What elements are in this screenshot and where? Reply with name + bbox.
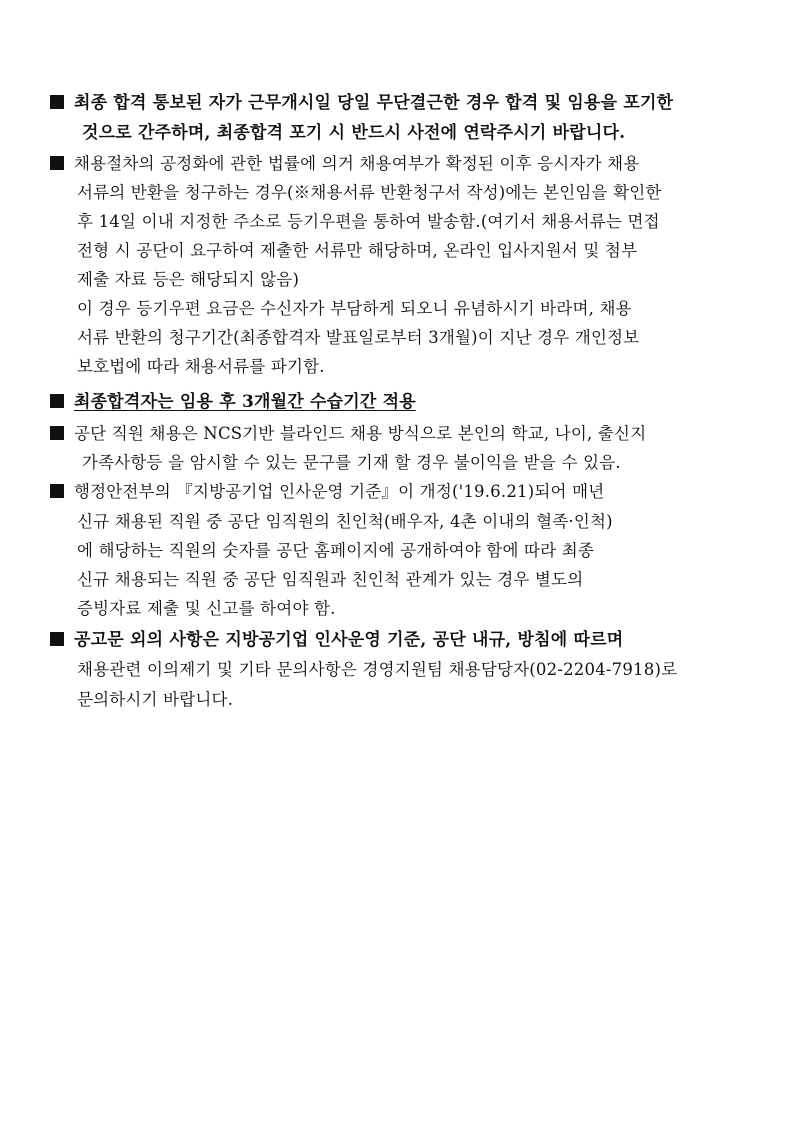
notice-item-5-line-1: 행정안전부의 『지방공기업 인사운영 기준』이 개정('19.6.21)되어 매년 [50,482,604,502]
square-bullet-icon [50,156,64,170]
notice-item-2-line-3: 후 14일 이내 지정한 주소로 등기우편을 통하여 발송함.(여기서 채용서류는 면접 [77,212,660,231]
notice-item-2-line-7: 서류 반환의 청구기간(최종합격자 발표일로부터 3개월)이 지난 경우 개인정보 [77,328,640,347]
notice-item-2-line-8: 보호법에 따라 채용서류를 파기함. [77,357,325,376]
notice-item-2-line-6: 이 경우 등기우편 요금은 수신자가 부담하게 되오니 유념하시기 바라며, 채용 [77,299,632,318]
notice-item-5-line-4: 신규 채용되는 직원 중 공단 임직원과 친인척 관계가 있는 경우 별도의 [77,570,584,589]
notice-item-2-line-2: 서류의 반환을 청구하는 경우(※채용서류 반환청구서 작성)에는 본인임을 확인한 [77,183,662,202]
square-bullet-icon [50,394,64,408]
square-bullet-icon [50,95,64,109]
notice-item-4-line-1: 공단 직원 채용은 NCS기반 블라인드 채용 방식으로 본인의 학교, 나이, 출신지 [50,424,646,444]
square-bullet-icon [50,484,64,498]
notice-item-5-line-2: 신규 채용된 직원 중 공단 임직원의 친인척(배우자, 4촌 이내의 혈족·인척) [77,512,613,531]
notice-item-6-line-3: 문의하시기 바랍니다. [77,690,234,709]
notice-item-3-line-1: 최종합격자는 임용 후 3개월간 수습기간 적용 [50,392,416,412]
notice-item-2-line-5: 제출 자료 등은 해당되지 않음) [77,270,300,289]
notice-item-5-line-3: 에 해당하는 직원의 숫자를 공단 홈페이지에 공개하여야 함에 따라 최종 [77,541,595,560]
notice-item-2-line-1: 채용절차의 공정화에 관한 법률에 의거 채용여부가 확정된 이후 응시자가 채용 [50,154,639,174]
notice-item-6-line-1: 공고문 외의 사항은 지방공기업 인사운영 기준, 공단 내규, 방침에 따르며 [50,630,623,650]
notice-item-1-line-1: 최종 합격 통보된 자가 근무개시일 당일 무단결근한 경우 합격 및 임용을 포기한 [50,93,673,113]
notice-item-2-line-4: 전형 시 공단이 요구하여 제출한 서류만 해당하며, 온라인 입사지원서 및 첨부 [77,241,638,260]
notice-item-6-line-2: 채용관련 이의제기 및 기타 문의사항은 경영지원팀 채용담당자(02-2204-7918)로 [77,660,678,679]
square-bullet-icon [50,426,64,440]
square-bullet-icon [50,632,64,646]
notice-item-4-line-2: 가족사항등 을 암시할 수 있는 문구를 기재 할 경우 불이익을 받을 수 있음. [82,453,621,472]
notice-item-5-line-5: 증빙자료 제출 및 신고를 하여야 함. [77,599,336,618]
notice-item-1-line-2: 것으로 간주하며, 최종합격 포기 시 반드시 사전에 연락주시기 바랍니다. [82,123,626,143]
